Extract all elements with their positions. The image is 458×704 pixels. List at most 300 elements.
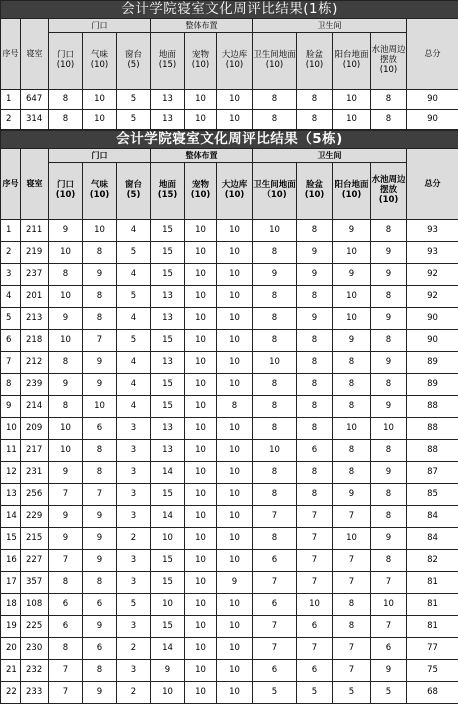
cell-bath-floor: 8 <box>253 330 297 352</box>
cell-door: 6 <box>49 594 83 616</box>
col-door: 门口 (10) <box>49 163 83 220</box>
cell-bath-floor: 6 <box>253 550 297 572</box>
cell-basin: 9 <box>297 242 333 264</box>
cell-door: 8 <box>49 90 83 110</box>
cell-floor: 15 <box>151 550 185 572</box>
cell-sill: 4 <box>117 264 151 286</box>
cell-floor: 15 <box>151 396 185 418</box>
cell-total: 75 <box>407 660 458 682</box>
cell-balcony: 10 <box>333 242 371 264</box>
col-balcony: 阳台地面 (10) <box>333 33 371 90</box>
table-row <box>1 330 458 352</box>
cell-seq: 16 <box>1 550 21 572</box>
col-sill: 窗台 (5) <box>117 163 151 220</box>
table-building-5 <box>0 130 458 704</box>
cell-bath-floor: 10 <box>253 352 297 374</box>
cell-pet: 10 <box>185 286 217 308</box>
cell-balcony: 10 <box>333 110 371 130</box>
cell-seq: 17 <box>1 572 21 594</box>
cell-basin: 8 <box>297 418 333 440</box>
cell-room: 214 <box>21 396 49 418</box>
cell-seq: 2 <box>1 110 21 130</box>
cell-balcony: 8 <box>333 396 371 418</box>
cell-seq: 2 <box>1 242 21 264</box>
cell-basin: 8 <box>297 220 333 242</box>
cell-sill: 3 <box>117 550 151 572</box>
cell-room: 357 <box>21 572 49 594</box>
cell-pet: 10 <box>185 550 217 572</box>
cell-basin: 8 <box>297 352 333 374</box>
cell-total: 77 <box>407 638 458 660</box>
cell-smell: 6 <box>83 418 117 440</box>
group-bathroom: 卫生间 <box>253 149 407 163</box>
cell-floor: 9 <box>151 660 185 682</box>
col-bath-floor: 卫生间地面 (10) <box>253 33 297 90</box>
cell-bath-floor: 8 <box>253 462 297 484</box>
cell-total: 90 <box>407 110 458 130</box>
cell-smell: 10 <box>83 90 117 110</box>
cell-bath-floor: 7 <box>253 506 297 528</box>
cell-pet: 10 <box>185 506 217 528</box>
cell-seq: 6 <box>1 330 21 352</box>
col-seq: 序号 <box>1 149 21 220</box>
cell-bath-floor: 10 <box>253 440 297 462</box>
cell-floor: 10 <box>151 594 185 616</box>
cell-closet: 10 <box>217 264 253 286</box>
table1-header <box>1 1 458 90</box>
cell-basin: 8 <box>297 484 333 506</box>
col-balcony: 阳台地面 (10) <box>333 163 371 220</box>
cell-balcony: 7 <box>333 506 371 528</box>
cell-pet: 10 <box>185 572 217 594</box>
cell-smell: 8 <box>83 660 117 682</box>
cell-floor: 15 <box>151 374 185 396</box>
cell-bath-floor: 8 <box>253 528 297 550</box>
cell-sink: 9 <box>371 528 407 550</box>
cell-sink: 8 <box>371 506 407 528</box>
cell-basin: 8 <box>297 286 333 308</box>
cell-closet: 10 <box>217 286 253 308</box>
table-row <box>1 550 458 572</box>
cell-sill: 4 <box>117 374 151 396</box>
cell-basin: 9 <box>297 264 333 286</box>
cell-total: 90 <box>407 330 458 352</box>
cell-total: 93 <box>407 220 458 242</box>
cell-sink: 8 <box>371 374 407 396</box>
cell-balcony: 8 <box>333 374 371 396</box>
cell-sink: 8 <box>371 286 407 308</box>
cell-seq: 4 <box>1 286 21 308</box>
cell-total: 90 <box>407 90 458 110</box>
cell-sink: 8 <box>371 110 407 130</box>
cell-sink: 9 <box>371 308 407 330</box>
cell-sill: 3 <box>117 616 151 638</box>
cell-door: 9 <box>49 528 83 550</box>
table-row <box>1 616 458 638</box>
cell-sill: 5 <box>117 594 151 616</box>
cell-door: 6 <box>49 616 83 638</box>
cell-floor: 13 <box>151 90 185 110</box>
cell-seq: 5 <box>1 308 21 330</box>
col-room: 寝室 <box>21 19 49 90</box>
cell-floor: 13 <box>151 286 185 308</box>
cell-door: 10 <box>49 440 83 462</box>
cell-closet: 8 <box>217 396 253 418</box>
cell-pet: 10 <box>185 308 217 330</box>
cell-pet: 10 <box>185 418 217 440</box>
cell-floor: 15 <box>151 242 185 264</box>
cell-floor: 13 <box>151 352 185 374</box>
cell-closet: 10 <box>217 220 253 242</box>
cell-room: 211 <box>21 220 49 242</box>
cell-balcony: 8 <box>333 462 371 484</box>
cell-smell: 9 <box>83 528 117 550</box>
cell-sill: 3 <box>117 660 151 682</box>
cell-room: 233 <box>21 682 49 704</box>
cell-closet: 10 <box>217 682 253 704</box>
table-row <box>1 484 458 506</box>
cell-pet: 10 <box>185 638 217 660</box>
cell-pet: 10 <box>185 484 217 506</box>
table-row <box>1 594 458 616</box>
cell-closet: 10 <box>217 330 253 352</box>
table-row <box>1 352 458 374</box>
cell-basin: 7 <box>297 638 333 660</box>
table-row <box>1 90 458 110</box>
table-building-1 <box>0 0 458 130</box>
cell-basin: 6 <box>297 660 333 682</box>
cell-closet: 10 <box>217 374 253 396</box>
cell-basin: 8 <box>297 462 333 484</box>
cell-closet: 10 <box>217 418 253 440</box>
cell-smell: 7 <box>83 330 117 352</box>
cell-closet: 10 <box>217 308 253 330</box>
cell-door: 8 <box>49 110 83 130</box>
cell-balcony: 8 <box>333 616 371 638</box>
cell-smell: 10 <box>83 220 117 242</box>
cell-basin: 8 <box>297 110 333 130</box>
cell-door: 8 <box>49 638 83 660</box>
cell-pet: 10 <box>185 374 217 396</box>
cell-bath-floor: 7 <box>253 616 297 638</box>
cell-door: 9 <box>49 506 83 528</box>
cell-total: 68 <box>407 682 458 704</box>
cell-total: 85 <box>407 484 458 506</box>
cell-balcony: 8 <box>333 440 371 462</box>
cell-seq: 1 <box>1 220 21 242</box>
table2-header <box>1 131 458 220</box>
cell-seq: 21 <box>1 660 21 682</box>
cell-door: 8 <box>49 572 83 594</box>
cell-room: 256 <box>21 484 49 506</box>
cell-pet: 10 <box>185 264 217 286</box>
cell-door: 7 <box>49 484 83 506</box>
cell-door: 7 <box>49 550 83 572</box>
cell-sink: 10 <box>371 594 407 616</box>
cell-smell: 9 <box>83 374 117 396</box>
cell-room: 209 <box>21 418 49 440</box>
cell-sink: 8 <box>371 440 407 462</box>
cell-sill: 3 <box>117 418 151 440</box>
cell-floor: 15 <box>151 484 185 506</box>
group-overall: 整体布置 <box>151 19 253 33</box>
cell-balcony: 10 <box>333 308 371 330</box>
table-row <box>1 374 458 396</box>
cell-sink: 9 <box>371 352 407 374</box>
col-pet: 宠物 (10) <box>185 33 217 90</box>
cell-seq: 3 <box>1 264 21 286</box>
cell-floor: 13 <box>151 308 185 330</box>
cell-pet: 10 <box>185 440 217 462</box>
cell-pet: 10 <box>185 396 217 418</box>
cell-floor: 14 <box>151 462 185 484</box>
group-door: 门口 <box>49 19 151 33</box>
cell-smell: 9 <box>83 506 117 528</box>
cell-bath-floor: 8 <box>253 286 297 308</box>
cell-bath-floor: 7 <box>253 638 297 660</box>
cell-total: 81 <box>407 616 458 638</box>
cell-closet: 10 <box>217 90 253 110</box>
cell-pet: 10 <box>185 90 217 110</box>
cell-sill: 5 <box>117 286 151 308</box>
col-basin: 脸盆 (10) <box>297 33 333 90</box>
cell-bath-floor: 8 <box>253 110 297 130</box>
table-row <box>1 396 458 418</box>
col-door: 门口 (10) <box>49 33 83 90</box>
table-row <box>1 682 458 704</box>
cell-floor: 15 <box>151 572 185 594</box>
cell-room: 232 <box>21 660 49 682</box>
cell-pet: 10 <box>185 660 217 682</box>
cell-basin: 8 <box>297 90 333 110</box>
cell-basin: 6 <box>297 440 333 462</box>
cell-total: 90 <box>407 308 458 330</box>
cell-door: 9 <box>49 462 83 484</box>
cell-room: 201 <box>21 286 49 308</box>
cell-basin: 5 <box>297 682 333 704</box>
cell-pet: 10 <box>185 616 217 638</box>
cell-sink: 8 <box>371 550 407 572</box>
cell-balcony: 10 <box>333 90 371 110</box>
cell-sink: 7 <box>371 572 407 594</box>
cell-sill: 4 <box>117 220 151 242</box>
group-bathroom: 卫生间 <box>253 19 407 33</box>
cell-basin: 7 <box>297 550 333 572</box>
cell-seq: 10 <box>1 418 21 440</box>
cell-room: 227 <box>21 550 49 572</box>
col-seq: 序号 <box>1 19 21 90</box>
cell-sink: 5 <box>371 682 407 704</box>
cell-closet: 10 <box>217 638 253 660</box>
cell-pet: 10 <box>185 682 217 704</box>
cell-floor: 15 <box>151 330 185 352</box>
cell-room: 225 <box>21 616 49 638</box>
cell-sink: 8 <box>371 90 407 110</box>
cell-pet: 10 <box>185 528 217 550</box>
cell-smell: 9 <box>83 682 117 704</box>
cell-bath-floor: 7 <box>253 572 297 594</box>
cell-bath-floor: 8 <box>253 396 297 418</box>
cell-room: 218 <box>21 330 49 352</box>
cell-sink: 8 <box>371 330 407 352</box>
cell-seq: 7 <box>1 352 21 374</box>
cell-sill: 5 <box>117 110 151 130</box>
cell-room: 237 <box>21 264 49 286</box>
cell-balcony: 7 <box>333 660 371 682</box>
cell-bath-floor: 8 <box>253 308 297 330</box>
table-row <box>1 528 458 550</box>
cell-smell: 9 <box>83 616 117 638</box>
cell-bath-floor: 10 <box>253 220 297 242</box>
cell-sill: 4 <box>117 396 151 418</box>
cell-smell: 8 <box>83 440 117 462</box>
cell-smell: 8 <box>83 286 117 308</box>
cell-balcony: 9 <box>333 220 371 242</box>
cell-room: 230 <box>21 638 49 660</box>
cell-total: 93 <box>407 242 458 264</box>
col-smell: 气味 (10) <box>83 163 117 220</box>
cell-sink: 9 <box>371 660 407 682</box>
cell-sink: 9 <box>371 396 407 418</box>
table-row <box>1 286 458 308</box>
cell-seq: 20 <box>1 638 21 660</box>
cell-balcony: 10 <box>333 286 371 308</box>
cell-sink: 8 <box>371 484 407 506</box>
cell-seq: 12 <box>1 462 21 484</box>
table-row <box>1 308 458 330</box>
cell-door: 10 <box>49 242 83 264</box>
cell-seq: 8 <box>1 374 21 396</box>
cell-total: 88 <box>407 440 458 462</box>
col-floor: 地面 (15) <box>151 33 185 90</box>
cell-sill: 3 <box>117 440 151 462</box>
cell-sink: 8 <box>371 220 407 242</box>
cell-floor: 10 <box>151 682 185 704</box>
cell-basin: 6 <box>297 616 333 638</box>
cell-basin: 7 <box>297 572 333 594</box>
table2-rows <box>1 220 458 704</box>
cell-sill: 5 <box>117 330 151 352</box>
cell-closet: 9 <box>217 572 253 594</box>
cell-closet: 10 <box>217 462 253 484</box>
cell-smell: 9 <box>83 550 117 572</box>
cell-pet: 10 <box>185 330 217 352</box>
cell-seq: 18 <box>1 594 21 616</box>
cell-pet: 10 <box>185 594 217 616</box>
cell-sill: 3 <box>117 572 151 594</box>
cell-closet: 10 <box>217 484 253 506</box>
cell-room: 215 <box>21 528 49 550</box>
cell-pet: 10 <box>185 352 217 374</box>
col-sink: 水池周边摆放 (10) <box>371 33 407 90</box>
cell-smell: 9 <box>83 264 117 286</box>
cell-total: 84 <box>407 528 458 550</box>
cell-sill: 5 <box>117 242 151 264</box>
cell-room: 212 <box>21 352 49 374</box>
cell-floor: 13 <box>151 110 185 130</box>
cell-balcony: 9 <box>333 484 371 506</box>
cell-door: 9 <box>49 308 83 330</box>
cell-room: 213 <box>21 308 49 330</box>
cell-smell: 10 <box>83 396 117 418</box>
cell-closet: 10 <box>217 110 253 130</box>
table-row <box>1 264 458 286</box>
table-row <box>1 506 458 528</box>
cell-sill: 5 <box>117 90 151 110</box>
cell-floor: 14 <box>151 638 185 660</box>
cell-pet: 10 <box>185 110 217 130</box>
cell-basin: 7 <box>297 528 333 550</box>
cell-basin: 10 <box>297 594 333 616</box>
cell-sink: 9 <box>371 462 407 484</box>
cell-room: 239 <box>21 374 49 396</box>
cell-bath-floor: 6 <box>253 594 297 616</box>
cell-smell: 6 <box>83 594 117 616</box>
cell-door: 8 <box>49 352 83 374</box>
cell-total: 88 <box>407 396 458 418</box>
cell-door: 8 <box>49 396 83 418</box>
col-bath-floor: 卫生间地面（10) <box>253 163 297 220</box>
group-overall: 整体布置 <box>151 149 253 163</box>
cell-pet: 10 <box>185 462 217 484</box>
cell-door: 7 <box>49 660 83 682</box>
cell-floor: 14 <box>151 506 185 528</box>
col-total: 总分 <box>407 19 458 90</box>
cell-bath-floor: 5 <box>253 682 297 704</box>
cell-seq: 19 <box>1 616 21 638</box>
cell-balcony: 7 <box>333 550 371 572</box>
col-closet: 大边库 (10) <box>217 163 253 220</box>
cell-seq: 1 <box>1 90 21 110</box>
col-closet: 大边库 (10) <box>217 33 253 90</box>
cell-total: 84 <box>407 506 458 528</box>
cell-floor: 15 <box>151 616 185 638</box>
cell-room: 219 <box>21 242 49 264</box>
cell-smell: 7 <box>83 484 117 506</box>
cell-balcony: 7 <box>333 638 371 660</box>
cell-closet: 10 <box>217 594 253 616</box>
cell-pet: 10 <box>185 220 217 242</box>
table1-title: 会计学院寝室文化周评比结果(1栋) <box>1 1 458 19</box>
cell-balcony: 7 <box>333 572 371 594</box>
cell-floor: 15 <box>151 220 185 242</box>
cell-sill: 4 <box>117 308 151 330</box>
cell-sink: 9 <box>371 264 407 286</box>
cell-sill: 3 <box>117 484 151 506</box>
cell-total: 92 <box>407 286 458 308</box>
cell-floor: 15 <box>151 264 185 286</box>
cell-smell: 10 <box>83 110 117 130</box>
cell-floor: 13 <box>151 440 185 462</box>
cell-balcony: 10 <box>333 528 371 550</box>
cell-sill: 3 <box>117 462 151 484</box>
table-row <box>1 638 458 660</box>
cell-smell: 8 <box>83 572 117 594</box>
table-row <box>1 220 458 242</box>
table-row <box>1 110 458 130</box>
cell-room: 217 <box>21 440 49 462</box>
cell-closet: 10 <box>217 528 253 550</box>
cell-door: 10 <box>49 286 83 308</box>
cell-basin: 8 <box>297 330 333 352</box>
cell-seq: 11 <box>1 440 21 462</box>
cell-total: 81 <box>407 572 458 594</box>
table1-rows <box>1 90 458 130</box>
cell-sill: 2 <box>117 682 151 704</box>
cell-seq: 14 <box>1 506 21 528</box>
cell-bath-floor: 8 <box>253 418 297 440</box>
cell-closet: 10 <box>217 616 253 638</box>
